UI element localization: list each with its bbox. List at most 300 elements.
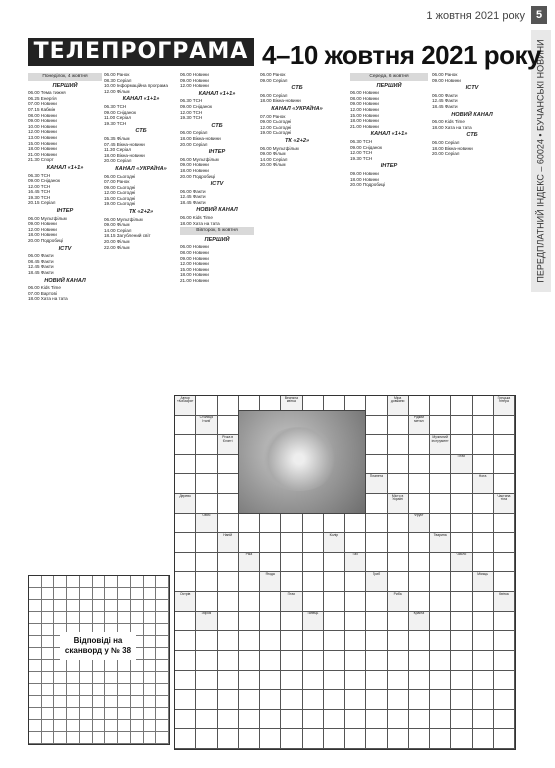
crossword-cell <box>366 494 387 514</box>
crossword-cell <box>303 592 324 612</box>
answer-cell <box>42 684 55 696</box>
crossword-cell <box>473 710 494 730</box>
day-heading: Середа, 6 жовтня <box>350 73 428 81</box>
program-row: 21.00 Новини <box>350 123 379 129</box>
crossword-cell <box>366 533 387 553</box>
program-row: 06.00 Kids Time <box>28 285 61 291</box>
crossword-cell <box>430 729 451 749</box>
crossword-cell <box>388 435 409 455</box>
program-row: 06.00 Мультфільм <box>260 145 299 151</box>
answer-cell <box>80 696 93 708</box>
answer-cell <box>144 732 157 744</box>
crossword-cell <box>473 651 494 671</box>
program-row: 06.00 Тема тижня <box>28 90 66 96</box>
program-row: 18.00 Вікна-новини <box>260 98 301 104</box>
crossword-cell <box>239 592 260 612</box>
crossword-cell <box>175 612 196 632</box>
answer-cell <box>80 708 93 720</box>
crossword-cell <box>473 729 494 749</box>
tv-column-5 <box>350 72 428 392</box>
answer-cell <box>42 576 55 588</box>
channel-heading: КАНАЛ «1+1» <box>198 90 236 97</box>
crossword-cell <box>430 690 451 710</box>
crossword-clue: Місто в Україні <box>388 494 409 514</box>
tv-column-3 <box>180 72 254 392</box>
answer-cell <box>29 612 42 624</box>
crossword-cell <box>260 553 281 573</box>
answer-cell <box>67 732 80 744</box>
program-row: 12.00 Новини <box>28 129 57 135</box>
program-row: 18.00 Новини <box>180 167 209 173</box>
answer-cell <box>80 672 93 684</box>
crossword-clue: Овоч <box>196 514 217 534</box>
crossword-clue: Річка в Єгипті <box>218 435 239 455</box>
program-row: 18.00 Новини <box>28 232 57 238</box>
answer-cell <box>131 660 144 672</box>
page-number: 5 <box>531 6 547 24</box>
answer-cell <box>67 708 80 720</box>
crossword-cell <box>260 690 281 710</box>
answer-cell <box>105 672 118 684</box>
answer-cell <box>80 660 93 672</box>
program-row: 06.00 Ранок <box>104 72 130 77</box>
crossword-clue: Нота <box>473 474 494 494</box>
crossword-cell <box>239 514 260 534</box>
crossword-cell <box>345 533 366 553</box>
crossword-cell <box>430 455 451 475</box>
crossword-cell <box>324 592 345 612</box>
program-row: 19.00 Сьогодні <box>104 201 136 207</box>
program-row: 06.00 Ранок <box>260 72 286 77</box>
answer-cell <box>80 600 93 612</box>
crossword-cell <box>175 514 196 534</box>
program-row: 13.00 Новини <box>28 134 57 140</box>
program-row: 12.00 Новини <box>180 261 209 267</box>
crossword-cell <box>345 671 366 691</box>
answer-cell <box>93 684 106 696</box>
program-row: 07.00 Новини <box>28 101 57 107</box>
answer-cell <box>144 600 157 612</box>
crossword-cell <box>388 514 409 534</box>
answer-cell <box>144 576 157 588</box>
crossword-cell <box>451 435 472 455</box>
channel-heading: КАНАЛ «1+1» <box>46 164 84 171</box>
crossword-cell <box>409 572 430 592</box>
crossword-cell <box>196 435 217 455</box>
crossword-cell <box>196 494 217 514</box>
program-row: 18.45 Факти <box>432 103 458 109</box>
answer-cell <box>144 696 157 708</box>
answer-cell <box>131 720 144 732</box>
answer-cell <box>93 732 106 744</box>
program-row: 14.00 Серіал <box>260 156 288 162</box>
crossword-cell <box>218 651 239 671</box>
channel-heading: ТК «2+2» <box>128 209 154 216</box>
answer-cell <box>131 612 144 624</box>
answer-cell <box>29 624 42 636</box>
crossword-cell <box>281 671 302 691</box>
crossword-cell <box>409 494 430 514</box>
answer-cell <box>80 612 93 624</box>
program-row: 09.00 Фільм <box>260 151 286 157</box>
program-row: 09.00 Сьогодні <box>260 119 292 125</box>
program-row: 18.00 Вікна-новини <box>104 152 145 158</box>
answer-cell <box>29 672 42 684</box>
answer-cell <box>93 600 106 612</box>
crossword-cell <box>451 671 472 691</box>
crossword-cell <box>303 514 324 534</box>
answer-cell <box>144 636 157 648</box>
crossword-cell <box>388 416 409 436</box>
program-row: 12.00 ТСН <box>28 183 51 189</box>
crossword-cell <box>196 572 217 592</box>
answer-cell <box>80 588 93 600</box>
crossword-cell <box>494 631 515 651</box>
crossword-cell <box>388 651 409 671</box>
channel-heading: КАНАЛ «УКРАЇНА» <box>115 165 167 172</box>
crossword-cell <box>366 416 387 436</box>
crossword-cell <box>175 416 196 436</box>
crossword-cell <box>218 396 239 416</box>
crossword-cell <box>430 671 451 691</box>
program-row: 09.00 Новини <box>28 118 57 124</box>
answer-cell <box>131 588 144 600</box>
crossword-cell <box>451 396 472 416</box>
headline: 4–10 жовтня 2021 року <box>262 40 542 70</box>
crossword-cell <box>494 455 515 475</box>
channel-heading: ІНТЕР <box>56 208 74 215</box>
crossword-cell <box>218 416 239 436</box>
answer-cell <box>93 588 106 600</box>
channel-heading: ПЕРШИЙ <box>376 82 402 89</box>
crossword-cell <box>388 729 409 749</box>
crossword-cell <box>239 690 260 710</box>
crossword-cell <box>281 631 302 651</box>
answer-cell <box>29 648 42 660</box>
crossword-cell <box>366 553 387 573</box>
crossword-cell <box>451 612 472 632</box>
program-row: 09.00 Новини <box>180 162 209 168</box>
crossword-cell <box>388 553 409 573</box>
crossword-cell <box>175 435 196 455</box>
program-row: 08.45 Факти <box>28 258 54 264</box>
answer-cell <box>144 612 157 624</box>
crossword-cell <box>388 533 409 553</box>
crossword-cell <box>473 533 494 553</box>
crossword-cell <box>303 671 324 691</box>
answer-cell <box>105 732 118 744</box>
crossword-cell <box>218 572 239 592</box>
crossword-cell <box>281 533 302 553</box>
answer-cell <box>42 588 55 600</box>
program-row: 07.00 Ранок <box>104 179 130 185</box>
crossword-clue: Тварина <box>430 533 451 553</box>
crossword-clue: Місяць <box>473 572 494 592</box>
crossword-cell <box>409 651 430 671</box>
crossword-clue: Планета <box>366 474 387 494</box>
crossword-clue: Острів <box>175 592 196 612</box>
crossword-cell <box>409 474 430 494</box>
answer-cell <box>42 612 55 624</box>
crossword-cell <box>345 631 366 651</box>
crossword-cell <box>366 514 387 534</box>
crossword-cell <box>430 612 451 632</box>
crossword-cell <box>303 710 324 730</box>
crossword-cell <box>494 416 515 436</box>
crossword-cell <box>494 729 515 749</box>
program-row: 06.00 Новини <box>180 72 209 77</box>
crossword-cell <box>218 455 239 475</box>
crossword-cell <box>366 631 387 651</box>
crossword-cell <box>388 690 409 710</box>
program-row: 06.00 Новини <box>350 90 379 96</box>
crossword-cell <box>430 494 451 514</box>
crossword-cell <box>494 514 515 534</box>
crossword-cell <box>473 553 494 573</box>
crossword-clue: Музичний інструмент <box>430 435 451 455</box>
answer-cell <box>144 672 157 684</box>
program-row: 15.00 Новини <box>350 112 379 118</box>
crossword-cell <box>388 631 409 651</box>
answer-cell <box>54 672 67 684</box>
program-row: 07.00 Ранок <box>260 113 286 119</box>
crossword-cell <box>260 592 281 612</box>
crossword-cell <box>494 474 515 494</box>
answer-cell <box>118 684 131 696</box>
answer-cell <box>156 720 169 732</box>
crossword-cell <box>239 631 260 651</box>
channel-heading: ПЕРШИЙ <box>52 82 78 89</box>
crossword-cell <box>430 631 451 651</box>
crossword-cell <box>218 729 239 749</box>
crossword-cell <box>345 651 366 671</box>
crossword-cell <box>260 710 281 730</box>
answer-cell <box>93 696 106 708</box>
answer-cell <box>131 672 144 684</box>
answer-cell <box>105 660 118 672</box>
crossword-cell <box>260 651 281 671</box>
crossword-cell <box>473 671 494 691</box>
crossword-cell <box>239 533 260 553</box>
program-row: 05.35 Фільм <box>104 135 130 141</box>
program-row: 18.00 Новини <box>28 146 57 152</box>
channel-heading: ПЕРШИЙ <box>204 236 230 243</box>
answer-cell <box>42 624 55 636</box>
crossword-cell <box>451 631 472 651</box>
program-row: 18.00 Новини <box>350 176 379 182</box>
program-row: 20.00 Серіал <box>180 141 208 147</box>
crossword-cell <box>388 612 409 632</box>
crossword-cell <box>218 671 239 691</box>
crossword-cell <box>430 474 451 494</box>
program-row: 21.30 Спорт <box>28 157 54 163</box>
channel-heading: КАНАЛ «УКРАЇНА» <box>271 105 323 112</box>
answer-cell <box>29 660 42 672</box>
program-row: 09.00 Новини <box>432 77 461 83</box>
program-row: 06.00 Факти <box>28 253 54 259</box>
channel-heading: ІНТЕР <box>208 149 226 156</box>
crossword-cell <box>366 435 387 455</box>
program-row: 06.25 Енергія <box>28 95 57 101</box>
answer-cell <box>54 576 67 588</box>
tv-column-4 <box>260 72 334 392</box>
channel-heading: НОВИЙ КАНАЛ <box>451 111 493 118</box>
crossword-cell <box>196 592 217 612</box>
answer-cell <box>42 732 55 744</box>
crossword-cell <box>218 710 239 730</box>
crossword-cell <box>196 690 217 710</box>
program-row: 06.00 Сьогодні <box>104 173 136 179</box>
program-row: 18.45 Факти <box>28 270 54 275</box>
crossword-cell <box>175 455 196 475</box>
answer-cell <box>105 612 118 624</box>
crossword-cell <box>451 514 472 534</box>
answer-cell <box>54 684 67 696</box>
answer-cell <box>80 732 93 744</box>
crossword-cell <box>324 553 345 573</box>
crossword-cell <box>366 690 387 710</box>
program-row: 09.00 Сьогодні <box>104 184 136 190</box>
crossword-cell <box>388 455 409 475</box>
crossword-cell <box>260 533 281 553</box>
answer-cell <box>67 696 80 708</box>
answer-cell <box>156 576 169 588</box>
crossword-clue: Риба <box>388 592 409 612</box>
program-row: 06.00 Мультфільм <box>180 156 219 162</box>
page-header <box>0 0 555 42</box>
program-row: 06.00 Kids Time <box>180 215 213 221</box>
answer-cell <box>144 648 157 660</box>
crossword-cell <box>324 651 345 671</box>
answer-cell <box>105 684 118 696</box>
tv-column-2 <box>104 72 178 392</box>
program-row: 15.00 Новини <box>180 266 209 272</box>
answer-cell <box>118 696 131 708</box>
crossword-cell <box>409 455 430 475</box>
crossword-cell <box>281 612 302 632</box>
program-row: 11.30 Серіал <box>104 147 132 153</box>
crossword-clue: Напій <box>218 533 239 553</box>
crossword-cell <box>324 572 345 592</box>
crossword-cell <box>473 612 494 632</box>
answer-cell <box>42 660 55 672</box>
crossword-cell <box>175 729 196 749</box>
crossword-cell <box>494 612 515 632</box>
answers-grid <box>28 575 170 745</box>
answer-cell <box>156 600 169 612</box>
answer-cell <box>80 684 93 696</box>
answer-cell <box>29 696 42 708</box>
crossword-clue: Газ <box>345 553 366 573</box>
crossword-cell <box>281 651 302 671</box>
crossword-cell <box>260 514 281 534</box>
crossword-cell <box>473 592 494 612</box>
program-row: 18.00 Вікна-новини <box>180 135 221 141</box>
answer-cell <box>54 708 67 720</box>
crossword-cell <box>303 690 324 710</box>
program-row: 14.00 Серіал <box>104 227 132 233</box>
program-row: 19.30 ТСН <box>28 194 51 200</box>
answer-cell <box>29 684 42 696</box>
program-row: 12.45 Факти <box>28 264 54 270</box>
crossword-cell <box>218 474 239 494</box>
crossword-cell <box>303 533 324 553</box>
channel-heading: НОВИЙ КАНАЛ <box>44 277 86 284</box>
answer-cell <box>54 720 67 732</box>
crossword-cell <box>239 710 260 730</box>
crossword-cell <box>366 612 387 632</box>
program-row: 21.00 Новини <box>28 151 57 157</box>
program-row: 12.00 Сьогодні <box>260 124 292 130</box>
program-row: 12.00 Новини <box>350 106 379 112</box>
program-row: 19.30 ТСН <box>180 115 203 121</box>
channel-heading: КАНАЛ «1+1» <box>122 96 160 103</box>
program-row: 09.00 Сніданок <box>180 103 212 109</box>
crossword-cell <box>473 631 494 651</box>
channel-heading: СТБ <box>291 85 303 92</box>
crossword-cell <box>175 474 196 494</box>
program-row: 22.00 Фільм <box>104 244 130 250</box>
crossword-cell <box>239 671 260 691</box>
crossword-cell <box>366 671 387 691</box>
answer-cell <box>131 732 144 744</box>
crossword-clue: Ріка <box>239 553 260 573</box>
crossword-cell <box>196 729 217 749</box>
channel-heading: СТБ <box>211 122 223 129</box>
crossword-cell <box>281 690 302 710</box>
crossword-cell <box>366 396 387 416</box>
program-row: 09.00 Фільм <box>104 222 130 228</box>
answer-cell <box>156 732 169 744</box>
answer-cell <box>93 708 106 720</box>
program-row: 18.15 Загублений світ <box>104 233 151 239</box>
crossword-cell <box>473 690 494 710</box>
program-row: 20.00 Подробиці <box>28 238 64 244</box>
crossword-cell <box>175 651 196 671</box>
program-row: 06.00 Серіал <box>260 92 288 98</box>
program-row: 06.30 ТСН <box>104 103 127 109</box>
crossword-cell <box>218 592 239 612</box>
program-row: 07.45 Вікна-новини <box>104 141 145 147</box>
answer-cell <box>144 720 157 732</box>
answer-cell <box>67 600 80 612</box>
answer-cell <box>80 720 93 732</box>
crossword-cell <box>303 572 324 592</box>
crossword-cell <box>281 572 302 592</box>
crossword-cell <box>260 729 281 749</box>
crossword-cell <box>239 612 260 632</box>
crossword-cell <box>494 435 515 455</box>
program-row: 06.00 Новини <box>180 244 209 250</box>
answer-cell <box>67 684 80 696</box>
day-heading: Понеділок, 4 жовтня <box>28 73 102 81</box>
crossword-cell <box>324 729 345 749</box>
program-row: 09.00 Сніданок <box>28 178 60 184</box>
crossword-cell <box>175 631 196 651</box>
crossword-clue: Частина тіла <box>494 494 515 514</box>
crossword-cell <box>345 710 366 730</box>
crossword-cell <box>175 533 196 553</box>
tv-column-6 <box>432 72 512 392</box>
answer-cell <box>105 720 118 732</box>
crossword-cell <box>430 553 451 573</box>
answer-cell <box>54 732 67 744</box>
program-row: 07.15 Кабмін <box>28 106 56 112</box>
crossword-cell <box>196 553 217 573</box>
program-row: 20.00 Подробиці <box>350 182 386 188</box>
answer-cell <box>105 600 118 612</box>
answer-cell <box>93 672 106 684</box>
